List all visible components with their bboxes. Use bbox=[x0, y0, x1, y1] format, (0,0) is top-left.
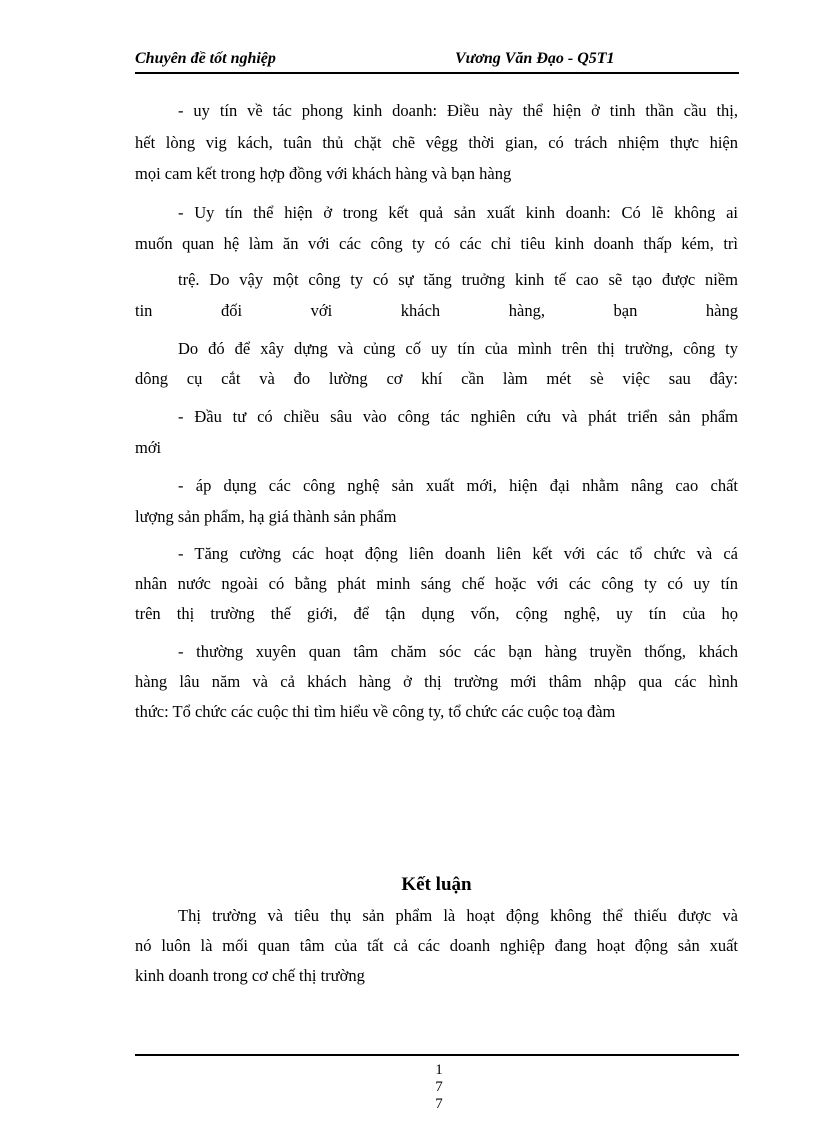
text-line: - áp dụng các công nghệ sản xuất mới, hiện đại nhằm nâng cao chất bbox=[178, 476, 738, 495]
text-line: mới bbox=[135, 438, 162, 457]
author-name: Vương Văn Đạo - Q5T1 bbox=[455, 50, 615, 67]
page-number-digit: 7 bbox=[435, 1096, 443, 1112]
text-line: muốn quan hệ làm ăn với các công ty có các chỉ tiêu kinh doanh thấp kém, trì bbox=[135, 234, 738, 253]
text-line: - thường xuyên quan tâm chăm sóc các bạn hàng truyền thống, khách bbox=[178, 642, 738, 661]
text-line: hết lòng vig kách, tuân thủ chặt chẽ vêgg thời gian, có trách nhiệm thực hiện bbox=[135, 133, 738, 152]
page-number bbox=[425, 1062, 453, 1113]
text-line: - Tăng cường các hoạt động liên doanh liên kết với các tổ chức và cá bbox=[178, 544, 738, 563]
text-line: nó luôn là mối quan tâm của tất cả các doanh nghiệp đang hoạt động sản xuất bbox=[135, 936, 738, 955]
text-line: kinh doanh trong cơ chế thị trường bbox=[135, 966, 365, 985]
text-line: - Uy tín thể hiện ở trong kết quả sản xuất kinh doanh: Có lẽ không ai bbox=[178, 203, 738, 222]
text-line: Do đó để xây dựng và củng cố uy tín của mình trên thị trường, công ty bbox=[178, 339, 738, 358]
text-line: trệ. Do vậy một công ty có sự tăng truởng kinh tế cao sẽ tạo được niềm bbox=[178, 270, 738, 289]
document-title: Chuyên đề tốt nghiệp bbox=[135, 50, 276, 67]
page-number-digit: 1 bbox=[435, 1062, 443, 1078]
text-line: dông cụ cắt và đo lường cơ khí cần làm mét sè việc sau đây: bbox=[135, 369, 738, 388]
text-line: mọi cam kết trong hợp đồng với khách hàng và bạn hàng bbox=[135, 164, 512, 183]
text-line: trên thị trường thế giới, để tận dụng vốn, cộng nghệ, uy tín của họ bbox=[135, 604, 738, 623]
text-line: tin đối với khách hàng, bạn hàng bbox=[135, 301, 738, 320]
text-line: Thị trường và tiêu thụ sản phẩm là hoạt động không thể thiếu được và bbox=[178, 906, 738, 925]
section-heading: Kết luận bbox=[401, 874, 472, 895]
footer-rule bbox=[135, 1054, 739, 1056]
page-header bbox=[135, 48, 739, 74]
text-line: nhân nước ngoài có bằng phát minh sáng chế hoặc với các công ty có uy tín bbox=[135, 574, 738, 593]
text-line: - Đầu tư có chiều sâu vào công tác nghiên cứu và phát triển sản phẩm bbox=[178, 407, 738, 426]
text-line: hàng lâu năm và cả khách hàng ở thị trường mới thâm nhập qua các hình bbox=[135, 672, 738, 691]
text-line: thức: Tổ chức các cuộc thi tìm hiểu về công ty, tổ chức các cuộc toạ đàm bbox=[135, 702, 616, 721]
text-line: lượng sản phẩm, hạ giá thành sản phẩm bbox=[135, 507, 397, 526]
page-number-digit: 7 bbox=[435, 1079, 443, 1095]
text-line: - uy tín về tác phong kinh doanh: Điều này thể hiện ở tinh thần cầu thị, bbox=[178, 101, 738, 120]
